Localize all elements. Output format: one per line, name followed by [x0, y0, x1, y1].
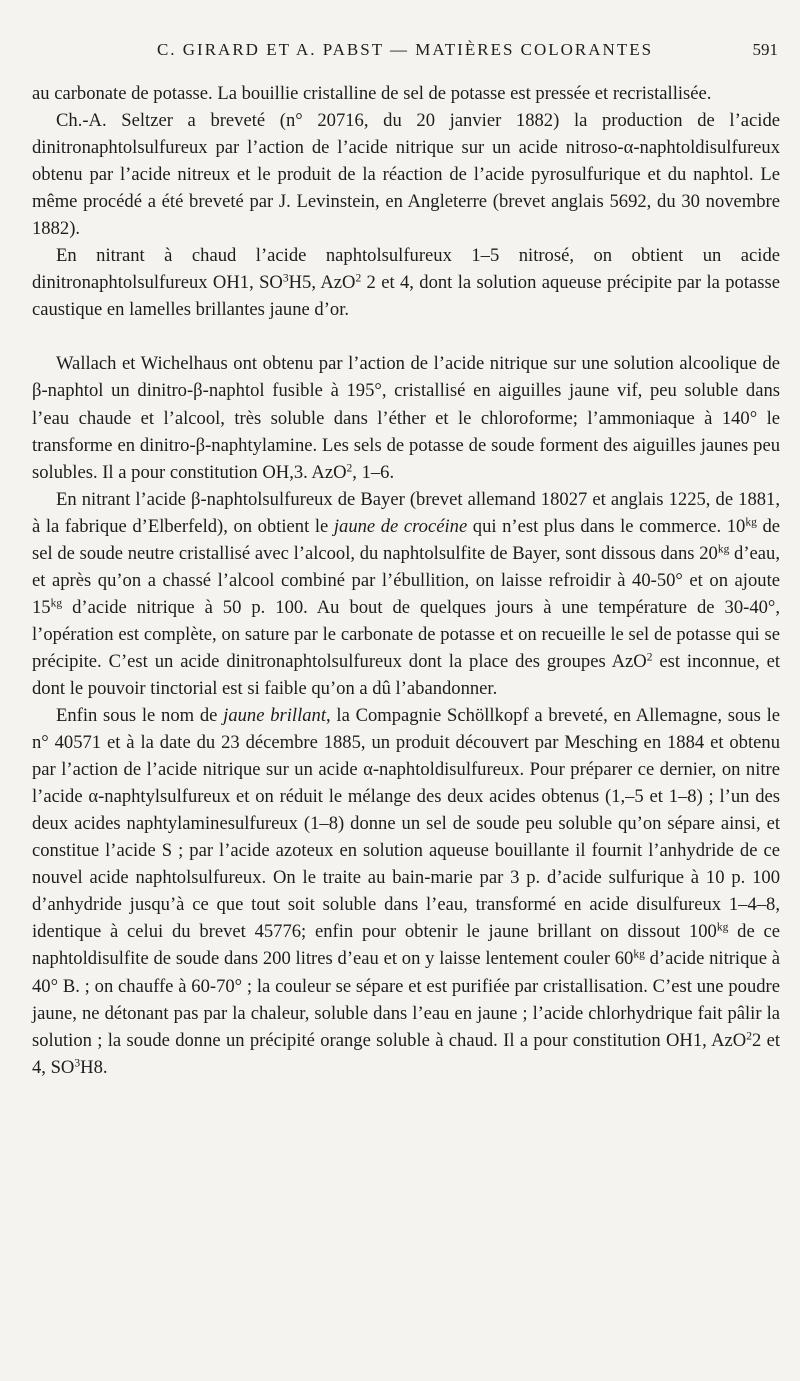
- text-run: 2 et 4, SO: [32, 1029, 780, 1078]
- superscript: 2: [746, 1030, 752, 1043]
- superscript: 2: [346, 462, 353, 475]
- text-run: 2 et 4, dont la solution aqueuse précipite par la potasse caustique en lamelles brillantes jaune d’or.: [32, 272, 780, 321]
- text-run: Wallach et Wichelhaus ont obtenu par l’action de l’acide nitrique sur une solution alcoolique de β-naphtol un dinitro-β-naphtol fusible à 195°, cristallisé en aiguilles jaune vif, peu soluble dans l’eau chaude et l’alcool, très soluble dans l’éther et le chloroforme; l’ammoniaque à 140° le transforme en dinitro-β-naphtylamine. Les sels de potasse de soude forment des aiguilles jaunes peu solubles. Il a pour constitution OH,3. AzO: [32, 353, 780, 483]
- text-run: d’eau, et après qu’on a chassé l’alcool combiné par l’ébullition, on laisse refroidir à 40-50° et on ajoute 15: [32, 542, 780, 618]
- text-run: est inconnue, et dont le pouvoir tinctorial est si faible qu’on a dû l’abandonner.: [32, 650, 781, 699]
- paragraph: [32, 107, 780, 242]
- page-number: 591: [752, 40, 778, 59]
- italic-term: jaune de crocéine: [333, 515, 468, 537]
- superscript: kg: [745, 516, 757, 529]
- italic-term: jaune brillant: [223, 705, 327, 727]
- superscript: kg: [717, 543, 730, 556]
- text-run: , 1–6.: [352, 461, 395, 483]
- text-run: H5, AzO: [288, 272, 356, 294]
- superscript: 2: [646, 651, 653, 664]
- paragraph: [32, 80, 780, 107]
- text-run: Ch.-A. Seltzer a breveté (n° 20716, du 20 janvier 1882) la production de l’acide dinitronaphtolsulfureux par l’action de l’acide nitrique sur un acide nitroso-α-naphtoldisulfureux obtenu par l’acide nitreux et le produit de la réaction de l’acide pyrosulfurique et du naphtol. Le même procédé a été breveté par J. Levinstein, en Angleterre (brevet anglais 5692, du 30 novembre 1882).: [32, 110, 780, 240]
- paragraph: [32, 702, 780, 1081]
- superscript: 2: [355, 273, 362, 285]
- text-run: H8.: [80, 1056, 108, 1078]
- text-run: de ce naphtoldisulfite de soude dans 200 litres d’eau et on y laisse lentement couler 60: [32, 921, 780, 970]
- paragraph: [32, 486, 780, 702]
- superscript: 3: [282, 273, 289, 285]
- superscript: kg: [50, 597, 63, 610]
- text-run: qui n’est plus dans le commerce. 10: [467, 515, 746, 537]
- text-run: d’acide nitrique à 40° B. ; on chauffe à 60-70° ; la couleur se sépare et est purifiée par cristallisation. C’est une poudre jaune, ne détonant pas par la chaleur, soluble dans l’eau en jaune ; l’acide chlorhydrique fait pâlir la solution ; la soude donne un précipité orange soluble à chaud. Il a pour constitution OH1, AzO: [32, 948, 780, 1051]
- superscript: kg: [716, 922, 729, 935]
- superscript: 3: [74, 1057, 81, 1070]
- text-run: En nitrant l’acide β-naphtolsulfureux de Bayer (brevet allemand 18027 et anglais 1225, de 1881, à la fabrique d’Elberfeld), on obtient le: [32, 488, 780, 537]
- superscript: kg: [633, 949, 645, 962]
- text-run: au carbonate de potasse. La bouillie cristalline de sel de potasse est pressée et recristallisée.: [32, 83, 712, 104]
- text-run: Enfin sous le nom de: [56, 705, 224, 727]
- paragraph: [32, 242, 780, 323]
- text-run: , la Compagnie Schöllkopf a breveté, en Allemagne, sous le n° 40571 et à la date du 23 décembre 1885, un produit découvert par Mesching en 1884 et obtenu par l’action de l’acide nitrique sur un acide α-naphtoldisulfureux. Pour préparer ce dernier, on nitre l’acide α-naphtylsulfureux et on réduit le mélange des deux acides obtenus (1,–5 et 1–8) ; l’un des deux acides naphtylaminesulfureux (1–8) donne un sel de soude peu soluble qu’on sépare ainsi, et constitue l’acide S ; par l’acide azoteux en solution aqueuse bouillante il fournit l’anhydride de ce nouvel acide naphtolsulfureux. On le traite au bain-marie par 3 p. d’acide sulfurique à 10 p. 100 d’anhydride jusqu’à ce que tout soit soluble dans l’eau, transformé en acide disulfureux 1–4–8, identique à celui du brevet 45776; enfin pour obtenir le jaune brillant on dissout 100: [32, 705, 780, 943]
- body-text: [32, 80, 780, 1081]
- running-header: [32, 40, 778, 60]
- paragraph: [32, 350, 780, 485]
- text-run: de sel de soude neutre cristallisé avec l’alcool, du naphtolsulfite de Bayer, sont dissous dans 20: [32, 515, 781, 564]
- running-title: C. GIRARD ET A. PABST — MATIÈRES COLORANTES: [156, 40, 654, 59]
- text-run: d’acide nitrique à 50 p. 100. Au bout de quelques jours à une température de 30-40°, l’opération est complète, on sature par le carbonate de potasse et on recueille le sel de potasse qui se précipite. C’est un acide dinitronaphtolsulfureux dont la place des groupes AzO: [32, 596, 780, 672]
- text-run: En nitrant à chaud l’acide naphtolsulfureux 1–5 nitrosé, on obtient un acide dinitronaphtolsulfureux OH1, SO: [32, 245, 780, 294]
